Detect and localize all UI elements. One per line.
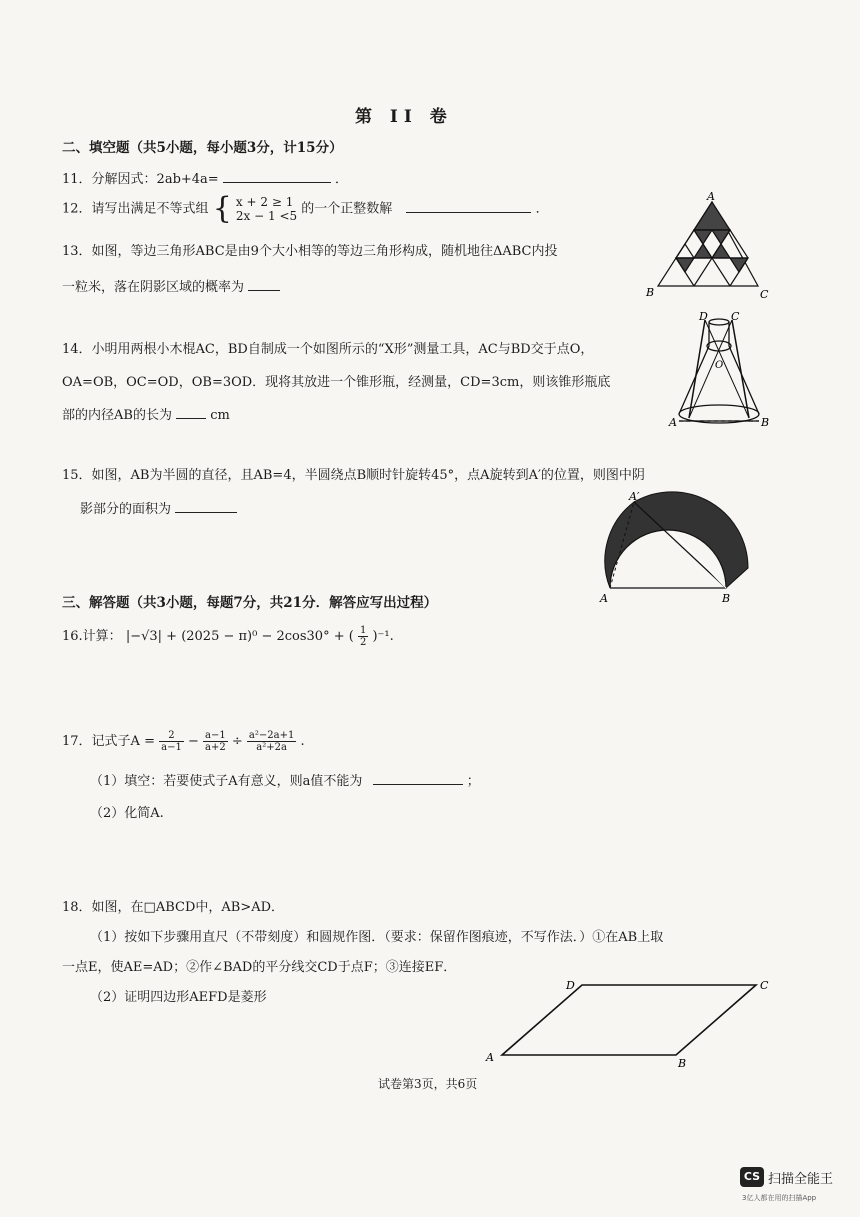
question-17-end: .	[300, 734, 305, 749]
fraction-denominator: 2	[359, 637, 367, 648]
fraction-numerator: a²−2a+1	[248, 730, 295, 741]
inequality-2: 2x − 1 <5	[235, 209, 298, 223]
operator-divide: ÷	[231, 734, 243, 749]
page-footer: 试卷第3页，共6页	[378, 1077, 478, 1091]
answer-blank	[406, 212, 531, 213]
question-16-expression: |−√3| + (2025 − π)⁰ − 2cos30° + (	[125, 629, 354, 644]
question-15-line-1: 15．如图，AB为半圆的直径，且AB=4，半圆绕点B顺时针旋转45°，点A旋转到A′的位置，则图中阴	[62, 468, 645, 483]
semicircle-figure	[594, 490, 754, 605]
fraction-numerator: a−1	[205, 730, 226, 741]
parallelogram-figure	[480, 975, 780, 1070]
fraction-numerator: 1	[359, 625, 367, 636]
answer-blank	[248, 290, 280, 291]
question-16	[62, 625, 394, 648]
parallelogram-label-c: C	[760, 979, 769, 992]
question-12-suffix: 的一个正整数解	[301, 201, 393, 217]
fraction-denominator: a−1	[161, 742, 182, 753]
question-13-line-1: 13．如图，等边三角形ABC是由9个大小相等的等边三角形构成，随机地往ΔABC内投	[62, 244, 558, 259]
question-14-line-1: 14．小明用两根小木棍AC，BD自制成一个如图所示的“X形”测量工具，AC与BD交于点O，	[62, 342, 594, 357]
fraction-denominator: a²+2a	[256, 742, 287, 753]
question-11-end: ．	[334, 172, 348, 187]
question-15-line-2-text: 影部分的面积为	[80, 502, 172, 517]
page-title: 第 II 卷	[355, 107, 453, 127]
question-12-prefix: 12．请写出满足不等式组	[62, 201, 209, 217]
question-17-part-1	[90, 770, 480, 789]
section-2-heading: 二、填空题（共5小题，每小题3分，计15分）	[62, 140, 343, 156]
question-11-text: 11．分解因式：2ab+4a=	[62, 172, 219, 187]
question-14-line-3	[62, 404, 230, 423]
watermark-brand: 扫描全能王	[768, 1172, 834, 1187]
semicircle-label-a-prime: A′	[629, 490, 640, 503]
fraction-3	[247, 730, 296, 753]
semicircle-label-a: A	[600, 592, 608, 605]
unit-label: cm	[210, 408, 230, 423]
flask-label-b: B	[761, 416, 770, 429]
vertex-label-c: C	[760, 288, 769, 301]
answer-blank	[175, 512, 237, 513]
question-14-line-2: OA=OB，OC=OD，OB=3OD．现将其放进一个锥形瓶，经测量，CD=3cm，则该锥形瓶底	[62, 375, 611, 390]
semicircle-label-b: B	[722, 592, 731, 605]
question-18-line-4: （2）证明四边形AEFD是菱形	[90, 990, 267, 1005]
flask-figure	[665, 310, 775, 440]
question-17-prefix: 17．记式子A =	[62, 734, 155, 749]
flask-label-d: D	[699, 310, 708, 323]
fraction-one-half	[358, 625, 368, 648]
fraction-denominator: a+2	[205, 742, 226, 753]
question-18-line-3: 一点E，使AE=AD；②作∠BAD的平分线交CD于点F；③连接EF．	[62, 960, 457, 975]
inequality-1: x + 2 ≥ 1	[235, 195, 294, 209]
parallelogram-label-a: A	[486, 1051, 494, 1064]
question-17	[62, 730, 305, 753]
fraction-2	[203, 730, 228, 753]
question-13-line-2	[62, 276, 280, 295]
question-11	[62, 168, 348, 187]
inequality-system	[236, 195, 297, 223]
section-3-heading: 三、解答题（共3小题，每题7分，共21分．解答应写出过程）	[62, 595, 438, 611]
fraction-1	[159, 730, 184, 753]
answer-blank	[176, 418, 206, 419]
answer-blank	[373, 784, 463, 785]
flask-label-o: O	[715, 360, 724, 371]
question-12	[62, 191, 549, 226]
operator-minus: −	[187, 734, 199, 749]
question-12-end: ．	[535, 201, 549, 217]
parallelogram-label-d: D	[566, 979, 575, 992]
triangle-figure	[640, 188, 780, 303]
question-17-part-1-text: （1）填空：若要使式子A有意义，则a值不能为	[90, 774, 363, 789]
brace: {	[212, 191, 232, 226]
question-14-line-3-text: 部的内径AB的长为	[62, 408, 172, 423]
question-18-line-1: 18．如图，在□ABCD中，AB>AD．	[62, 900, 285, 915]
watermark-tagline: 3亿人都在用的扫描App	[742, 1194, 817, 1202]
parallelogram-label-b: B	[678, 1057, 687, 1070]
vertex-label-b: B	[646, 286, 655, 299]
question-17-part-1-end: ；	[466, 774, 480, 789]
question-13-line-2-text: 一粒米，落在阴影区域的概率为	[62, 280, 245, 295]
question-16-tail: )⁻¹.	[372, 629, 394, 644]
question-17-part-2: （2）化简A.	[90, 806, 164, 821]
answer-blank	[223, 182, 331, 183]
flask-label-a: A	[669, 416, 677, 429]
question-15-line-2	[80, 498, 237, 517]
question-18-line-2: （1）按如下步骤用直尺（不带刻度）和圆规作图．（要求：保留作图痕迹，不写作法．）①在AB上取	[90, 930, 664, 945]
question-16-prefix: 16.计算：	[62, 629, 122, 644]
flask-label-c: C	[731, 310, 740, 323]
fraction-numerator: 2	[159, 730, 184, 742]
camscanner-logo-icon: CS	[740, 1167, 764, 1187]
vertex-label-a: A	[707, 190, 715, 203]
